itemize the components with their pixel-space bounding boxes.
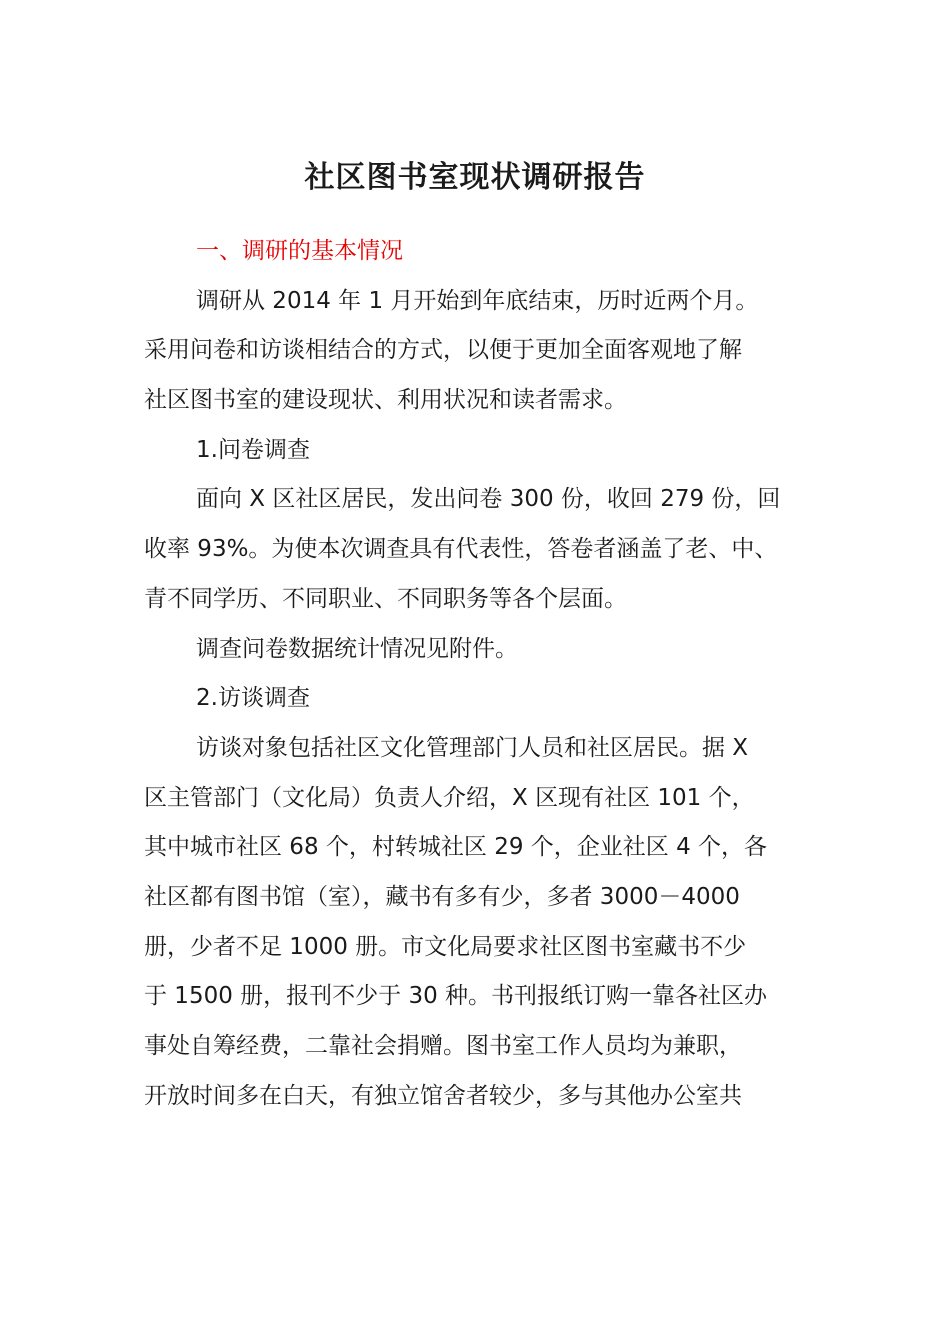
paragraph-line: 其中城市社区 68 个，村转城社区 29 个，企业社区 4 个，各 — [144, 834, 768, 861]
paragraph-line: 面向 X 区社区居民，发出问卷 300 份，收回 279 份，回 — [196, 486, 781, 513]
paragraph-line: 调查问卷数据统计情况见附件。 — [196, 635, 518, 662]
document-title: 社区图书室现状调研报告 — [304, 160, 646, 195]
paragraph-line: 区主管部门（文化局）负责人介绍，X 区现有社区 101 个， — [144, 784, 755, 811]
document-body — [144, 227, 824, 1121]
paragraph-line: 于 1500 册，报刊不少于 30 种。书刊报纸订购一靠各社区办 — [144, 983, 768, 1010]
paragraph-line: 调研从 2014 年 1 月开始到年底结束，历时近两个月。 — [196, 287, 759, 314]
paragraph-line: 访谈对象包括社区文化管理部门人员和社区居民。据 X — [196, 734, 749, 761]
paragraph-line: 册，少者不足 1000 册。市文化局要求社区图书室藏书不少 — [144, 933, 747, 960]
paragraph-line: 收率 93%。为使本次调查具有代表性，答卷者涵盖了老、中、 — [144, 536, 778, 563]
paragraph-line: 社区图书室的建设现状、利用状况和读者需求。 — [144, 387, 627, 414]
subheading-questionnaire: 1.问卷调查 — [196, 436, 310, 463]
paragraph-line: 青不同学历、不同职业、不同职务等各个层面。 — [144, 585, 627, 612]
paragraph-line: 社区都有图书馆（室），藏书有多有少，多者 3000－4000 — [144, 883, 740, 910]
paragraph-line: 开放时间多在白天，有独立馆舍者较少，多与其他办公室共 — [144, 1082, 742, 1109]
paragraph-line: 采用问卷和访谈相结合的方式，以便于更加全面客观地了解 — [144, 337, 742, 364]
subheading-interview: 2.访谈调查 — [196, 685, 310, 712]
section-heading: 一、调研的基本情况 — [196, 238, 403, 264]
paragraph-line: 事处自筹经费，二靠社会捐赠。图书室工作人员均为兼职， — [144, 1033, 742, 1059]
